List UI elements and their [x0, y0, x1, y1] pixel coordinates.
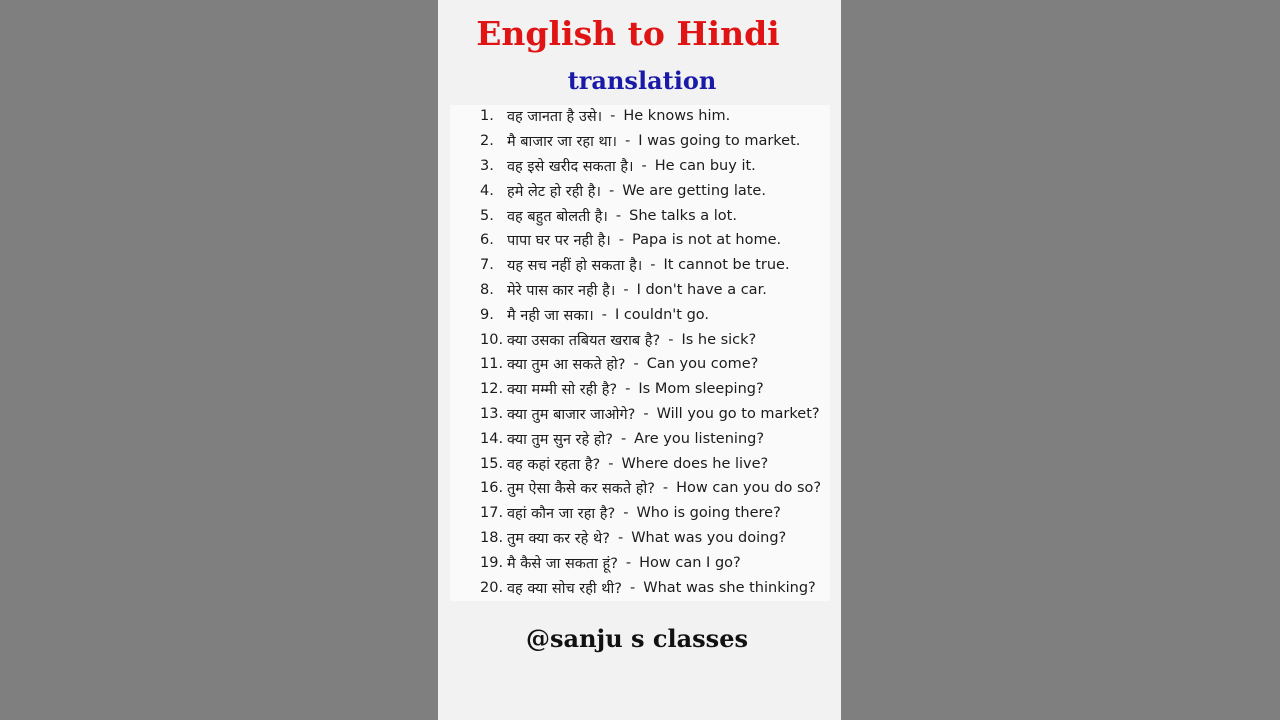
item-number: 11. — [480, 356, 504, 373]
list-item — [480, 377, 840, 402]
item-number: 15. — [480, 455, 504, 472]
item-number: 19. — [480, 554, 504, 571]
list-item — [480, 154, 840, 179]
list-item — [480, 104, 840, 129]
separator: - — [623, 281, 629, 298]
item-number: 7. — [480, 257, 494, 274]
item-number: 4. — [480, 182, 494, 199]
hindi-sentence: वह कहां रहता है? — [507, 456, 601, 473]
separator: - — [668, 331, 674, 348]
list-item — [480, 327, 840, 352]
list-item — [480, 501, 840, 526]
item-number: 16. — [480, 480, 504, 497]
english-sentence: What was you doing? — [631, 529, 787, 546]
list-item — [480, 451, 840, 476]
hindi-sentence: मै कैसे जा सकता हूं? — [507, 555, 618, 572]
hindi-sentence: वह क्या सोच रही थी? — [507, 580, 622, 597]
english-sentence: I was going to market. — [638, 133, 801, 150]
separator: - — [625, 133, 631, 150]
hindi-sentence: वहां कौन जा रहा है? — [507, 506, 616, 523]
item-number: 2. — [480, 133, 494, 150]
english-sentence: Are you listening? — [634, 430, 765, 447]
hindi-sentence: मेरे पास कार नही है। — [507, 282, 616, 299]
hindi-sentence: क्या मम्मी सो रही है? — [507, 382, 618, 399]
item-number: 6. — [480, 232, 494, 249]
separator: - — [650, 257, 656, 274]
hindi-sentence: हमे लेट हो रही है। — [507, 183, 601, 200]
english-sentence: How can I go? — [639, 554, 741, 571]
separator: - — [625, 554, 632, 571]
list-item — [480, 129, 840, 154]
item-number: 9. — [480, 306, 494, 323]
channel-handle: @sanju s classes — [526, 624, 748, 653]
sentence-list — [480, 104, 840, 600]
separator: - — [615, 207, 622, 224]
item-number: 13. — [480, 405, 504, 422]
hindi-sentence: क्या तुम बाजार जाओगे? — [507, 406, 636, 423]
english-sentence: What was she thinking? — [643, 579, 816, 596]
list-item — [480, 178, 840, 203]
list-item — [480, 352, 840, 377]
english-sentence: Is he sick? — [681, 331, 757, 348]
separator: - — [608, 182, 615, 199]
english-sentence: How can you do so? — [676, 480, 822, 497]
hindi-sentence: वह इसे खरीद सकता है। — [507, 158, 634, 175]
english-sentence: I don't have a car. — [636, 281, 767, 298]
hindi-sentence: तुम ऐसा कैसे कर सकते हो? — [507, 481, 655, 498]
separator: - — [601, 306, 607, 323]
separator: - — [608, 455, 614, 472]
separator: - — [643, 405, 649, 422]
english-sentence: We are getting late. — [622, 182, 766, 199]
item-number: 3. — [480, 157, 494, 174]
hindi-sentence: क्या तुम सुन रहे हो? — [507, 431, 613, 448]
list-item — [480, 402, 840, 427]
english-sentence: Can you come? — [646, 356, 759, 373]
english-sentence: He knows him. — [623, 108, 731, 125]
list-item — [480, 228, 840, 253]
separator: - — [630, 579, 636, 596]
separator: - — [620, 430, 627, 447]
hindi-sentence: क्या तुम आ सकते हो? — [507, 357, 626, 374]
hindi-sentence: पापा घर पर नही है। — [507, 233, 611, 250]
hindi-sentence: वह जानता है उसे। — [507, 109, 603, 126]
item-number: 10. — [480, 331, 504, 348]
page-title: English to Hindi — [476, 14, 780, 53]
separator: - — [623, 505, 629, 522]
hindi-sentence: तुम क्या कर रहे थे? — [507, 530, 610, 547]
english-sentence: He can buy it. — [654, 157, 756, 174]
separator: - — [610, 108, 616, 125]
english-sentence: Papa is not at home. — [632, 232, 782, 249]
list-item — [480, 575, 840, 600]
english-sentence: Where does he live? — [621, 455, 769, 472]
page-subtitle: translation — [567, 66, 717, 95]
list-item — [480, 550, 840, 575]
list-item — [480, 526, 840, 551]
separator: - — [625, 381, 631, 398]
english-sentence: Is Mom sleeping? — [638, 381, 764, 398]
item-number: 20. — [480, 579, 504, 596]
english-sentence: I couldn't go. — [614, 306, 710, 323]
slide-page — [438, 0, 841, 720]
item-number: 1. — [480, 108, 494, 125]
english-sentence: She talks a lot. — [629, 207, 737, 224]
item-number: 17. — [480, 505, 504, 522]
item-number: 12. — [480, 381, 504, 398]
english-sentence: Who is going there? — [636, 505, 781, 522]
separator: - — [618, 232, 625, 249]
hindi-sentence: मै नही जा सका। — [507, 307, 594, 324]
separator: - — [617, 529, 624, 546]
list-item — [480, 253, 840, 278]
hindi-sentence: क्या उसका तबियत खराब है? — [507, 332, 661, 349]
separator: - — [633, 356, 639, 373]
list-item — [480, 203, 840, 228]
list-item — [480, 302, 840, 327]
hindi-sentence: वह बहुत बोलती है। — [507, 208, 608, 225]
item-number: 8. — [480, 281, 494, 298]
english-sentence: Will you go to market? — [656, 405, 820, 422]
list-item — [480, 278, 840, 303]
item-number: 14. — [480, 430, 504, 447]
hindi-sentence: यह सच नहीं हो सकता है। — [507, 258, 643, 275]
separator: - — [662, 480, 669, 497]
list-item — [480, 426, 840, 451]
list-item — [480, 476, 840, 501]
english-sentence: It cannot be true. — [663, 257, 790, 274]
item-number: 18. — [480, 529, 504, 546]
hindi-sentence: मै बाजार जा रहा था। — [507, 134, 618, 151]
separator: - — [641, 157, 647, 174]
item-number: 5. — [480, 207, 494, 224]
